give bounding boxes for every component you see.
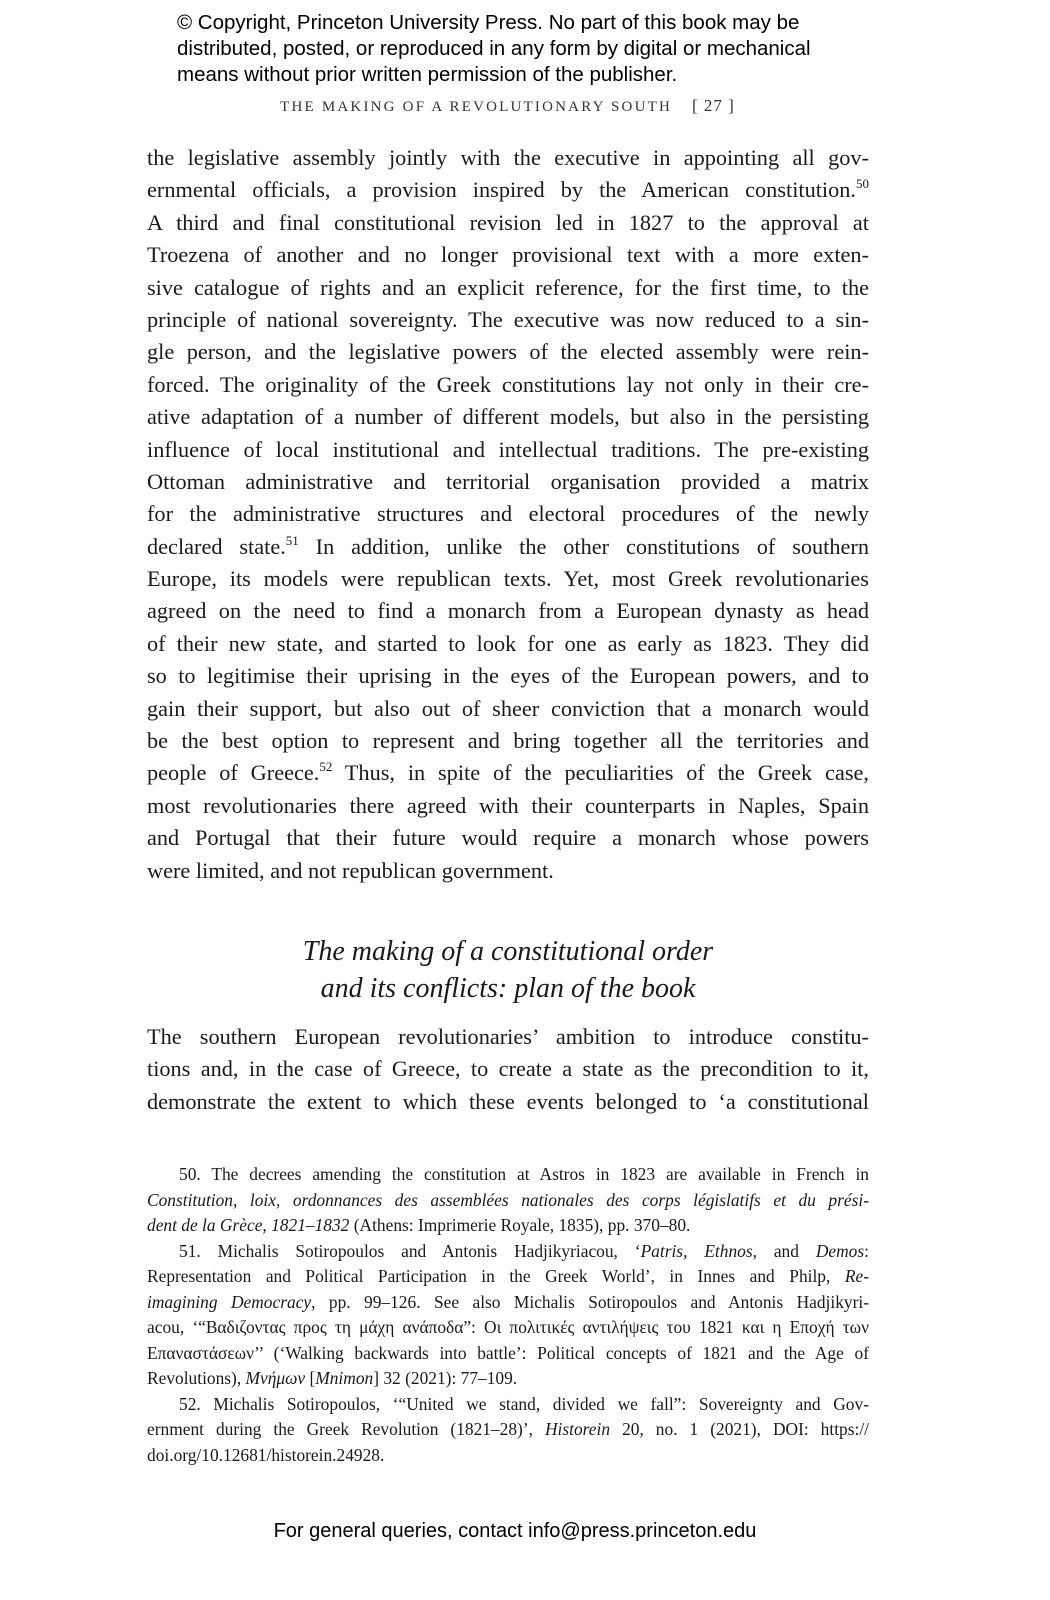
text-run: ernment during the Greek Revolution (1821–28)’,	[147, 1419, 545, 1439]
italic-text: Mnimon	[315, 1368, 374, 1388]
text-line	[147, 401, 869, 433]
text-run: most revolutionaries there agreed with their counterparts in Naples, Spain	[147, 792, 869, 818]
footer-contact: For general queries, contact info@press.princeton.edu	[273, 1520, 757, 1542]
text-line	[147, 304, 869, 336]
footnote-line	[147, 1162, 869, 1188]
text-run: demonstrate the extent to which these events belonged to ‘a constitutional	[147, 1088, 869, 1114]
text-run: , pp. 99–126. See also Michalis Sotiropoulos and Antonis Hadjikyri-	[311, 1291, 870, 1312]
text-run: Revolutions),	[147, 1368, 246, 1388]
text-line	[147, 790, 869, 822]
text-line	[147, 1053, 869, 1085]
section-heading-line: and its conflicts: plan of the book	[320, 973, 696, 1004]
text-run: Representation and Political Participation in the Greek World’, in Innes and Philp,	[147, 1266, 845, 1286]
copyright-line: distributed, posted, or reproduced in any form by digital or mechanical	[177, 37, 811, 60]
copyright-notice	[177, 10, 811, 88]
footnote-line	[147, 1213, 869, 1239]
footnote-line	[147, 1264, 869, 1290]
italic-text: Constitution, loix, ordonnances des assemblées nationales des corps législatifs et du prési-	[147, 1189, 869, 1210]
text-run: gain their support, but also out of sheer conviction that a monarch would	[147, 695, 869, 721]
text-run: so to legitimise their uprising in the eyes of the European powers, and to	[147, 663, 869, 689]
text-line	[147, 822, 869, 854]
text-line	[147, 272, 869, 304]
running-head-title: THE MAKING OF A REVOLUTIONARY SOUTH	[280, 99, 673, 115]
text-run: tions and, in the case of Greece, to create a state as the precondition to it,	[147, 1056, 869, 1082]
text-line	[147, 207, 869, 239]
text-line	[147, 628, 869, 660]
italic-text: Ethnos	[704, 1240, 753, 1261]
text-line	[147, 434, 869, 466]
text-run: , and	[752, 1240, 816, 1261]
text-line	[147, 498, 869, 530]
text-run: ative adaptation of a number of different models, but also in the persisting	[147, 404, 869, 430]
italic-text: Patris	[640, 1240, 684, 1261]
text-line	[147, 239, 869, 271]
text-run: sive catalogue of rights and an explicit reference, for the first time, to the	[147, 274, 869, 300]
footnote-line	[147, 1341, 869, 1367]
text-run: principle of national sovereignty. The executive was now reduced to a sin-	[147, 306, 869, 332]
text-run: doi.org/10.12681/historein.24928.	[147, 1444, 385, 1465]
text-run: be the best option to represent and bring together all the territories and	[147, 728, 869, 754]
footnote-ref: 51	[285, 532, 299, 548]
footnote-ref: 50	[856, 176, 869, 192]
text-line	[147, 531, 869, 563]
text-line	[147, 757, 869, 789]
footnote-line	[147, 1239, 869, 1265]
text-run: were limited, and not republican government.	[147, 857, 554, 883]
text-run: 50. The decrees amending the constitution at Astros in 1823 are available in French in	[179, 1164, 869, 1184]
text-run: Επαναστάσεων’’ (‘Walking backwards into battle’: Political concepts of 1821 and the Age of	[147, 1342, 869, 1363]
text-line	[147, 1021, 869, 1053]
text-line	[147, 693, 869, 725]
text-run: acou, ‘“Βαδιζοντας προς τη μάχη ανάποδα”: Οι πολιτικές αντιλήψεις του 1821 και η Εποχή των	[147, 1317, 869, 1337]
text-run: ,	[683, 1240, 705, 1261]
text-line	[147, 369, 869, 401]
text-run: of their new state, and started to look for one as early as 1823. They did	[147, 630, 869, 656]
text-run: forced. The originality of the Greek constitutions lay not only in their cre-	[147, 371, 869, 397]
text-run: In addition, unlike the other constitutions of southern	[298, 533, 869, 559]
running-head	[0, 96, 1015, 116]
copyright-line: © Copyright, Princeton University Press. No part of this book may be	[177, 11, 800, 34]
text-run: and Portugal that their future would require a monarch whose powers	[147, 825, 869, 851]
text-run: 51. Michalis Sotiropoulos and Antonis Hadjikyriacou, ‘	[179, 1240, 641, 1261]
text-run: gle person, and the legislative powers of the elected assembly were rein-	[147, 339, 869, 365]
page-number: [ 27 ]	[692, 96, 735, 115]
italic-text: Re-	[844, 1266, 869, 1286]
text-run: declared state.	[147, 533, 286, 559]
italic-text: Demos	[815, 1240, 865, 1261]
footnotes	[147, 1162, 869, 1468]
text-line	[147, 174, 869, 206]
section-heading	[147, 933, 869, 1007]
text-line	[147, 563, 869, 595]
text-line	[147, 660, 869, 692]
italic-text: Μνήμων	[245, 1368, 306, 1388]
body-paragraph-2	[147, 1021, 869, 1118]
italic-text: Historein	[545, 1419, 611, 1439]
text-line	[147, 725, 869, 757]
footnote-line	[147, 1366, 869, 1392]
footnote-line	[147, 1392, 869, 1418]
text-run: Troezena of another and no longer provisional text with a more exten-	[147, 242, 869, 268]
text-run: ] 32 (2021): 77–109.	[373, 1368, 518, 1388]
text-run: Thus, in spite of the peculiarities of the Greek case,	[332, 760, 869, 786]
text-line	[147, 466, 869, 498]
text-run: The southern European revolutionaries’ ambition to introduce constitu-	[147, 1024, 869, 1049]
text-run: people of Greece.	[147, 760, 320, 786]
footnote-ref: 52	[319, 759, 333, 775]
text-run: (Athens: Imprimerie Royale, 1835), pp. 370–80.	[349, 1215, 691, 1235]
text-line	[147, 595, 869, 627]
footnote-line	[147, 1417, 869, 1443]
body-paragraph-1	[147, 142, 869, 887]
text-run: the legislative assembly jointly with the executive in appointing all gov-	[147, 145, 869, 170]
text-line	[147, 1086, 869, 1118]
copyright-line: means without prior written permission of the publisher.	[177, 63, 678, 86]
text-line	[147, 336, 869, 368]
text-run: A third and final constitutional revision led in 1827 to the approval at	[147, 209, 869, 235]
footnote-line	[147, 1188, 869, 1214]
text-run: agreed on the need to find a monarch from a European dynasty as head	[147, 598, 869, 624]
text-run: 20, no. 1 (2021), DOI: https://	[610, 1419, 870, 1439]
text-run: :	[864, 1240, 869, 1261]
text-run: 52. Michalis Sotiropoulos, ‘“United we stand, divided we fall”: Sovereignty and Gov-	[179, 1393, 869, 1414]
footnote-line	[147, 1290, 869, 1316]
text-run: Europe, its models were republican texts. Yet, most Greek revolutionaries	[147, 566, 869, 592]
footnote-line	[147, 1443, 869, 1469]
text-run: for the administrative structures and electoral procedures of the newly	[147, 501, 869, 527]
text-run: Ottoman administrative and territorial organisation provided a matrix	[147, 468, 869, 494]
text-line	[147, 142, 869, 174]
italic-text: imagining Democracy	[147, 1291, 312, 1312]
footnote-line	[147, 1315, 869, 1341]
text-run: ernmental officials, a provision inspired by the American constitution.	[147, 177, 856, 203]
text-run: influence of local institutional and intellectual traditions. The pre-existing	[147, 436, 869, 462]
section-heading-line: The making of a constitutional order	[302, 936, 714, 967]
text-run: [	[305, 1368, 316, 1388]
text-line	[147, 855, 869, 887]
italic-text: dent de la Grèce, 1821–1832	[147, 1215, 350, 1235]
